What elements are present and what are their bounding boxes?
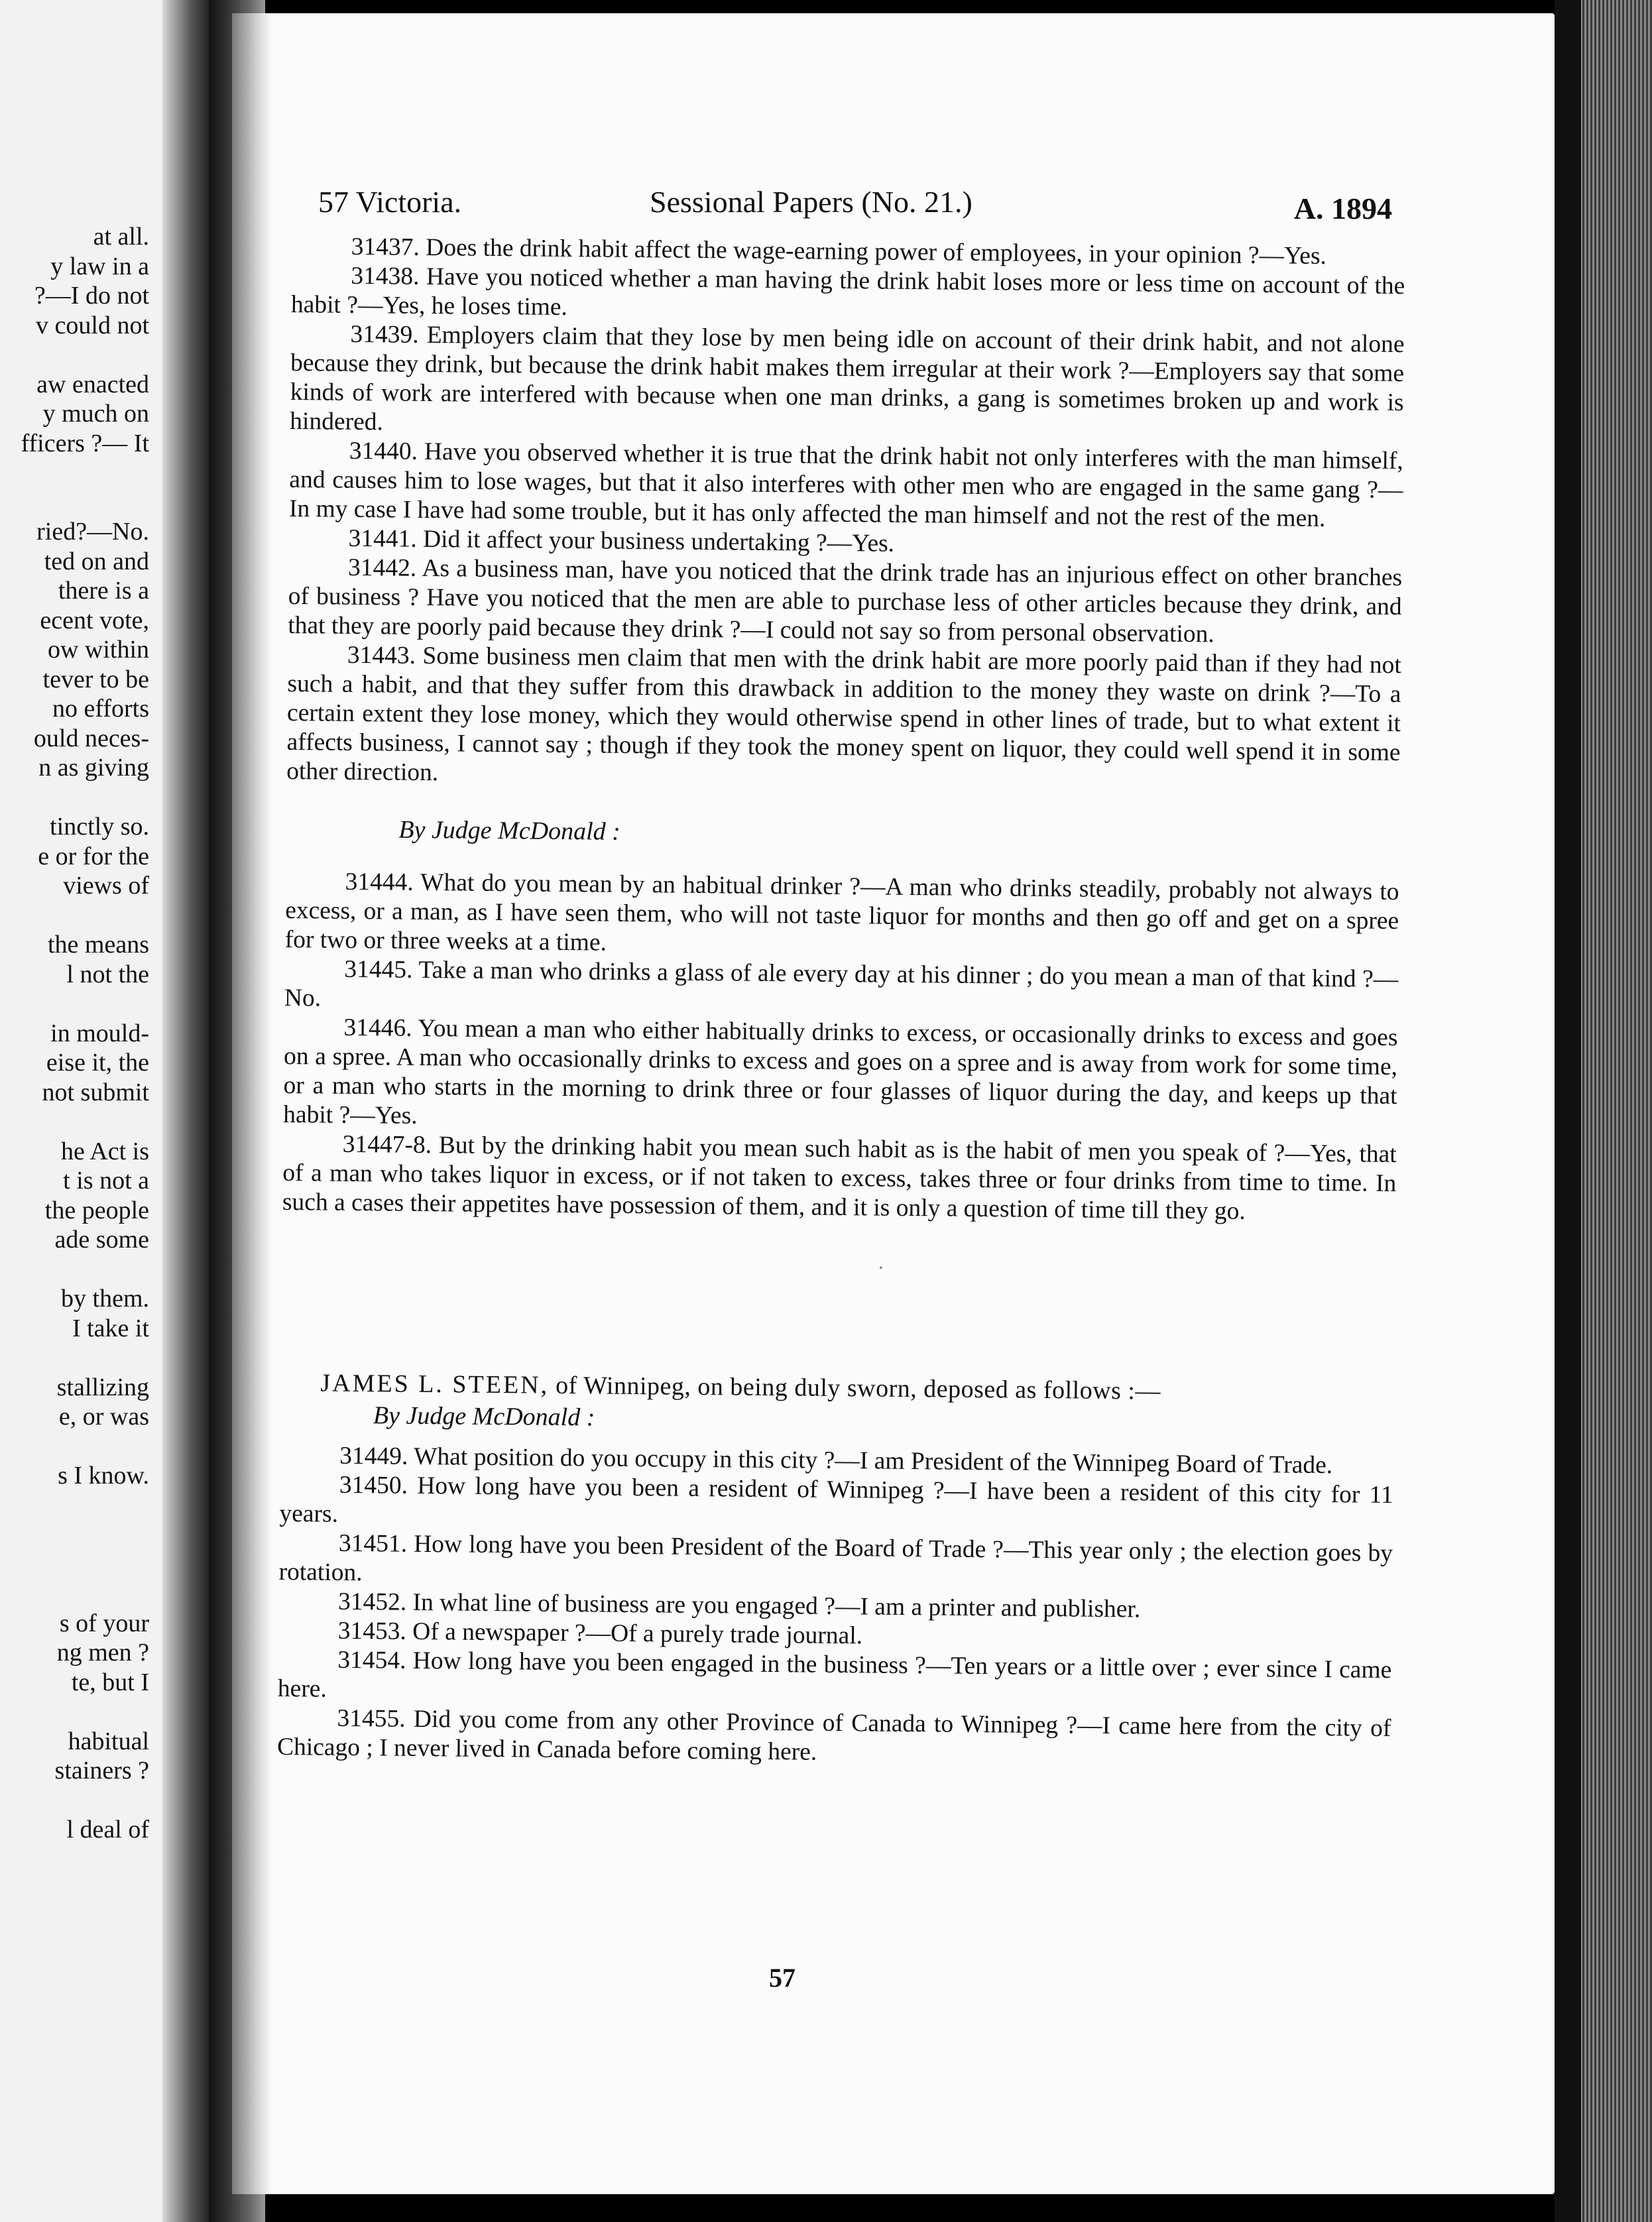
book-page-edges — [1555, 0, 1652, 2222]
left-page-line: stallizing — [56, 1373, 149, 1401]
testimony-paragraph: 31449. What position do you occupy in this city ?—I am President of the Winnipeg Board of Trade. — [339, 1442, 1333, 1480]
left-page-line: y much on — [42, 400, 149, 428]
left-page-text — [0, 222, 149, 1845]
left-page-edge — [162, 0, 209, 2222]
left-page-line: habitual — [68, 1727, 149, 1755]
left-page-line — [0, 1432, 149, 1462]
left-page-line: views of — [63, 872, 149, 900]
header-right: A. 1894 — [1293, 192, 1392, 225]
left-page-line: t is not a — [63, 1167, 149, 1195]
left-page-line — [0, 1491, 149, 1521]
testimony-paragraph: 31438. Have you noticed whether a man having the drink habit loses more or less time on account of the habit ?—Yes, he loses time. — [290, 262, 1405, 321]
testimony-paragraph: 31447-8. But by the drinking habit you mean such habit as is the habit of men you speak of ?—Yes, that of a man who takes liquor in excess, or if not taken to excess, takes three or four drinks from time to time. In such a cases their appetites have possession of them, and it is only a question of time till they go. — [282, 1130, 1397, 1225]
left-page-line: in mould- — [50, 1019, 149, 1047]
byline-judge: By Judge McDonald : — [398, 815, 621, 846]
testimony-paragraph: 31450. How long have you been a resident of Winnipeg ?—I have been a resident of this city for 11 years. — [279, 1471, 1393, 1528]
page-curve-shadow — [232, 13, 272, 2194]
left-page-line: l deal of — [66, 1816, 149, 1843]
left-page-line: ould neces- — [33, 724, 149, 752]
left-page-line: ?—I do not — [34, 282, 149, 310]
page-header — [318, 178, 1392, 237]
left-page-line: ted on and — [44, 547, 149, 575]
left-page-line: eise it, the — [46, 1049, 149, 1077]
testimony-paragraph: 31443. Some business men claim that men with the drink habit are more poorly paid than if they had not such a habit, and that they suffer from this drawback in addition to the money they waste on drink ?—To a certain extent they lose money, which they would otherwise spend in other lines of trade, but to what extent it affects business, I cannot say ; though if they took the money spent on liquor, they could well spend it in some other direction. — [286, 641, 1401, 787]
left-page-line: fficers ?— It — [21, 429, 149, 457]
left-page-line — [0, 1697, 149, 1727]
left-page-line: ried?—No. — [36, 518, 149, 546]
left-page-line: stainers ? — [54, 1757, 149, 1784]
left-page-line: n as giving — [38, 754, 149, 782]
left-page-line: not submit — [42, 1078, 149, 1106]
testimony-paragraph: 31455. Did you come from any other Province of Canada to Winnipeg ?—I came here from the city of Chicago ; I never lived in Canada before coming here. — [276, 1704, 1391, 1766]
left-page-line — [0, 340, 149, 370]
testimony-paragraph: 31454. How long have you been engaged in the business ?—Ten years or a little over ; ever since I came here. — [277, 1646, 1392, 1703]
left-page-line — [0, 1107, 149, 1137]
testimony-paragraph: 31452. In what line of business are you engaged ?—I am a printer and publisher. — [337, 1588, 1141, 1623]
left-page-line: e, or was — [58, 1403, 149, 1431]
section-separator: . — [878, 1251, 884, 1273]
testimony-paragraph: 31437. Does the drink habit affect the wage-earning power of employees, in your opinion ?—Yes. — [351, 233, 1327, 270]
left-page-line — [0, 783, 149, 813]
left-page-line: ecent vote, — [40, 606, 149, 634]
witness-text: of Winnipeg, on being duly sworn, deposed as follows :— — [555, 1371, 1161, 1405]
left-page-line: ng men ? — [56, 1639, 149, 1666]
left-page-line: at all. — [93, 223, 149, 251]
header-left: 57 Victoria. — [318, 185, 462, 219]
witness-name: JAMES L. STEEN, — [320, 1369, 550, 1399]
left-page-line: the means — [47, 931, 149, 959]
left-page-line: no efforts — [52, 695, 149, 723]
book-edge-shadow — [1555, 0, 1581, 2222]
left-page-line: I take it — [72, 1314, 149, 1342]
testimony-paragraph: 31439. Employers claim that they lose by men being idle on account of their drink habit, and not alone because they drink, but because the drink habit makes them irregular at their work ?—Employers say that some kinds of work are interfered with because when one man drinks, a gang is sometimes broken up and work is hindered. — [290, 320, 1405, 436]
testimony-paragraph: 31442. As a business man, have you noticed that the drink trade has an injurious effect on other branches of business ? Have you noticed that the men are able to purchase less of other articles because they drink, and that they are poorly paid because they drink ?—I could not say so from personal observation. — [288, 554, 1403, 648]
left-page-line: tever to be — [42, 665, 149, 693]
left-page-line — [0, 1786, 149, 1816]
testimony-paragraph: 31446. You mean a man who either habitually drinks to excess, or occasionally drinks to excess and goes on a spree. A man who occasionally drinks to excess and goes on a spree and is away from work for some time, or a man who starts in the morning to drink three or four glasses of liquor during the day, and keeps up that habit ?—Yes. — [283, 1014, 1398, 1130]
left-page-line: he Act is — [61, 1137, 149, 1165]
left-page — [0, 0, 209, 2222]
left-page-line — [0, 458, 149, 488]
left-page-line: the people — [44, 1196, 149, 1224]
testimony-paragraph: 31440. Have you observed whether it is true that the drink habit not only interferes with the man himself, and causes him to lose wages, but that it also interferes with other men who are engaged in the same gang ?—In my case I have had some trouble, but it has only affected the man himself and not the rest of the men. — [288, 437, 1403, 532]
testimony-section-2 — [282, 867, 1399, 1228]
testimony-section-3 — [277, 1441, 1394, 1773]
left-page-line — [0, 1255, 149, 1285]
testimony-paragraph: 31453. Of a newspaper ?—Of a purely trade journal. — [337, 1617, 863, 1650]
left-page-line: v could not — [36, 311, 149, 339]
left-page-line — [0, 1550, 149, 1580]
testimony-section-1 — [286, 232, 1405, 797]
left-page-line — [0, 1343, 149, 1373]
left-page-line: tinctly so. — [50, 813, 149, 841]
left-page-line: l not the — [66, 960, 149, 988]
left-page-line: s I know. — [58, 1462, 149, 1490]
left-page-line — [0, 989, 149, 1019]
left-page-line — [0, 1579, 149, 1609]
left-page-line — [0, 488, 149, 518]
left-page-line: y law in a — [50, 252, 149, 280]
testimony-paragraph: 31451. How long have you been President of the Board of Trade ?—This year only ; the election goes by rotation. — [278, 1529, 1393, 1587]
left-page-line: ade some — [54, 1226, 149, 1254]
page-number: 57 — [769, 1963, 796, 1993]
header-center: Sessional Papers (No. 21.) — [650, 185, 973, 219]
left-page-line: e or for the — [38, 842, 149, 870]
testimony-paragraph: 31445. Take a man who drinks a glass of ale every day at his dinner ; do you mean a man of that kind ?—No. — [284, 955, 1399, 1012]
left-page-line: aw enacted — [36, 370, 149, 398]
byline-judge-2: By Judge McDonald : — [373, 1401, 595, 1432]
left-page-line: s of your — [59, 1609, 149, 1637]
left-page-line: there is a — [58, 577, 149, 605]
testimony-paragraph: 31444. What do you mean by an habitual drinker ?—A man who drinks steadily, probably not always to excess, or a man, as I have seen them, who will not taste liquor for months and then go off and get on a spree for two or three weeks at a time. — [284, 868, 1399, 957]
left-page-line — [0, 1520, 149, 1550]
left-page-line: te, but I — [71, 1668, 149, 1696]
left-page-line: by them. — [61, 1285, 149, 1313]
left-page-line — [0, 901, 149, 931]
left-page-line: ow within — [47, 636, 149, 664]
testimony-paragraph: 31441. Did it affect your business undertaking ?—Yes. — [348, 524, 895, 557]
document-body — [277, 232, 1405, 1773]
